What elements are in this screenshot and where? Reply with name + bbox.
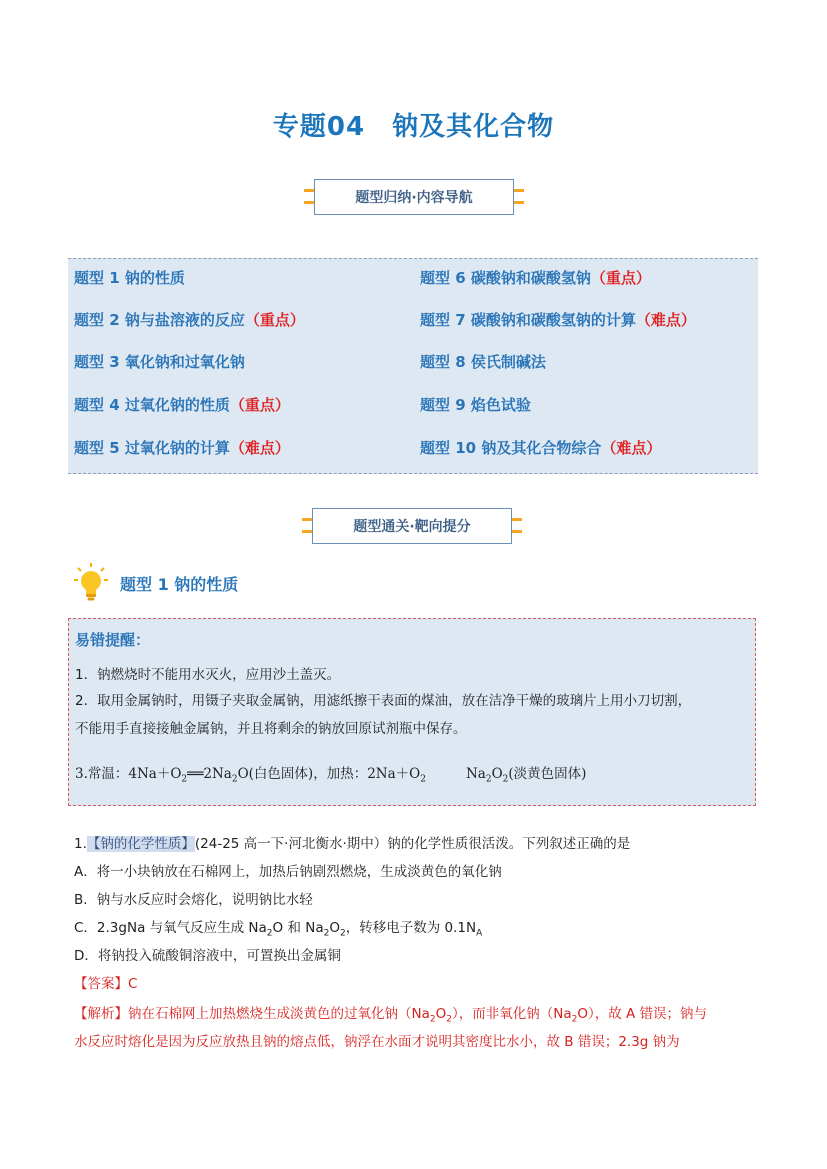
eq-text: O (491, 766, 503, 782)
eq-sub: 2 (231, 774, 238, 785)
nav-item[interactable] (420, 309, 696, 330)
eq-sub: 2 (181, 774, 188, 785)
eq-text: ══2Na (187, 766, 232, 782)
section-heading (74, 562, 474, 602)
explanation-line (74, 1002, 707, 1025)
nav-item-tag: （难点） (635, 311, 696, 329)
page-title: 专题04 钠及其化合物 (272, 112, 555, 142)
nav-item[interactable] (74, 437, 290, 458)
explanation-text: ），而非氧化钠（Na (451, 1006, 572, 1022)
nav-item[interactable] (420, 437, 661, 458)
question-stem (74, 832, 630, 852)
error-tips-box (68, 618, 756, 806)
banner-label: 题型通关·靶向提分 (312, 508, 512, 544)
nav-item-label: 题型 8 侯氏制碱法 (420, 353, 546, 371)
question-number: 1. (74, 836, 87, 852)
banner-label: 题型归纳·内容导航 (314, 179, 514, 215)
explanation-text: O (435, 1006, 447, 1022)
explanation-text: O），故 A 错误；钠与 (577, 1006, 708, 1022)
answer: 【答案】C (74, 976, 138, 992)
option-c-sub: A (476, 928, 483, 939)
eq-text: (淡黄色固体) (508, 766, 587, 782)
explanation-sub: 2 (446, 1014, 452, 1025)
eq-sub: 2 (502, 774, 509, 785)
nav-item-tag: （难点） (601, 439, 662, 457)
tip-line: 2．取用金属钠时，用镊子夹取金属钠，用滤纸擦干表面的煤油，放在洁净干燥的玻璃片上用小刀切割， (75, 693, 692, 709)
nav-item-label: 题型 9 焰色试验 (420, 396, 531, 414)
eq-sub: 2 (420, 774, 426, 785)
section-title: 题型 1 钠的性质 (120, 575, 239, 594)
nav-item-tag: （重点） (244, 311, 305, 329)
nav-item[interactable] (420, 267, 651, 288)
option-c-text: ，转移电子数为 0.1N (345, 920, 477, 936)
nav-item-label: 题型 4 过氧化钠的性质 (74, 396, 230, 414)
nav-item-label: 题型 6 碳酸钠和碳酸氢钠 (420, 269, 591, 287)
option-d: D．将钠投入硫酸铜溶液中，可置换出金属铜 (74, 948, 341, 964)
nav-item-tag: （重点） (229, 396, 290, 414)
option-c-sub: 2 (323, 928, 330, 939)
question-tag: 【钠的化学性质】 (86, 836, 195, 852)
nav-item-label: 题型 7 碳酸钠和碳酸氢钠的计算 (420, 311, 636, 329)
explanation-line: 水反应时熔化是因为反应放热且钠的熔点低，钠浮在水面才说明其密度比水小，故 B 错误；2.3g 钠为 (74, 1034, 680, 1050)
topic-navigation (68, 258, 758, 474)
nav-item-tag: （难点） (229, 439, 290, 457)
option-c-text: C．2.3gNa 与氧气反应生成 Na (74, 920, 267, 936)
nav-item-label: 题型 1 钠的性质 (74, 269, 185, 287)
lightbulb-icon (74, 562, 108, 602)
option-c (74, 916, 482, 939)
tip-line-equation (75, 762, 586, 785)
explanation-sub: 2 (429, 1014, 436, 1025)
option-c-text: O 和 Na (272, 920, 324, 936)
nav-item-label: 题型 2 钠与盐溶液的反应 (74, 311, 245, 329)
eq-text: O(白色固体)，加热：2Na＋O (237, 766, 421, 782)
option-c-sub: 2 (266, 928, 273, 939)
tip-line: 1．钠燃烧时不能用水灭火，应用沙土盖灭。 (75, 667, 341, 683)
nav-item[interactable] (74, 309, 305, 330)
nav-item[interactable] (74, 267, 185, 288)
banner-content-navigation (304, 179, 524, 215)
explanation-sub: 2 (571, 1014, 578, 1025)
eq-sub: 2 (485, 774, 492, 785)
option-a: A．将一小块钠放在石棉网上，加热后钠剧烈燃烧，生成淡黄色的氧化钠 (74, 864, 502, 880)
eq-text: 3.常温：4Na＋O (75, 766, 182, 782)
eq-text: Na (465, 766, 486, 782)
nav-item[interactable] (420, 351, 546, 372)
tip-line: 不能用手直接接触金属钠，并且将剩余的钠放回原试剂瓶中保存。 (75, 721, 467, 737)
option-c-text: O (329, 920, 340, 936)
nav-item[interactable] (420, 394, 531, 415)
nav-item[interactable] (74, 394, 290, 415)
nav-item-label: 题型 10 钠及其化合物综合 (420, 439, 602, 457)
nav-item-tag: （重点） (590, 269, 651, 287)
option-b: B．钠与水反应时会熔化，说明钠比水轻 (74, 892, 313, 908)
question-source: (24-25 高一下·河北衡水·期中）钠的化学性质很活泼。下列叙述正确的是 (194, 836, 631, 852)
explanation-text: 【解析】钠在石棉网上加热燃烧生成淡黄色的过氧化钠（Na (74, 1006, 430, 1022)
banner-practice (302, 508, 522, 544)
nav-item-label: 题型 3 氧化钠和过氧化钠 (74, 353, 245, 371)
nav-item-label: 题型 5 过氧化钠的计算 (74, 439, 230, 457)
option-c-sub: 2 (340, 928, 346, 939)
nav-item[interactable] (74, 351, 245, 372)
tips-title: 易错提醒： (75, 631, 151, 649)
